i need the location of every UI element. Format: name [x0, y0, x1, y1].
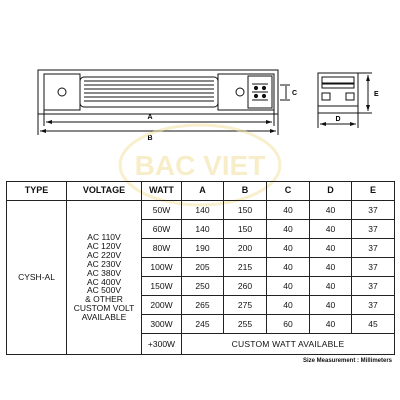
dim-e-cell: 37: [352, 201, 395, 220]
col-header: WATT: [142, 182, 182, 201]
dim-label-b: B: [147, 135, 153, 142]
dim-c-cell: 40: [267, 258, 310, 277]
dim-e-cell: 37: [352, 296, 395, 315]
dim-a-cell: 265: [182, 296, 224, 315]
dim-e-cell: 37: [352, 258, 395, 277]
dim-c-cell: 40: [267, 220, 310, 239]
table-row: [7, 201, 395, 220]
right-mount-hole: [236, 88, 244, 96]
dim-d-cell: 40: [310, 315, 352, 334]
dim-e-cell: 45: [352, 315, 395, 334]
voltage-item: AC 120V: [86, 240, 122, 251]
dim-d-cell: 40: [310, 201, 352, 220]
watt-cell: +300W: [142, 334, 182, 355]
dim-d-cell: 40: [310, 296, 352, 315]
dim-b-cell: 200: [224, 239, 267, 258]
dim-label-e: E: [374, 91, 379, 98]
dim-b-cell: 260: [224, 277, 267, 296]
dim-e-cell: 37: [352, 277, 395, 296]
dim-b-cell: 215: [224, 258, 267, 277]
dim-a-cell: 140: [182, 220, 224, 239]
col-header: A: [182, 182, 224, 201]
dim-label-d: D: [335, 116, 341, 123]
dim-label-a: A: [147, 114, 153, 121]
custom-watt-cell: CUSTOM WATT AVAILABLE: [182, 334, 395, 355]
size-footnote: Size Measurement : Millimeters: [302, 358, 392, 364]
col-header: TYPE: [7, 182, 67, 201]
col-header: B: [224, 182, 267, 201]
col-header: D: [310, 182, 352, 201]
dim-e-cell: 37: [352, 220, 395, 239]
dim-a-cell: 250: [182, 277, 224, 296]
spec-table: [6, 181, 395, 355]
voltage-item: AC 400V: [86, 276, 122, 287]
dim-label-c: C: [292, 90, 298, 97]
dim-b-cell: 255: [224, 315, 267, 334]
voltage-item: CUSTOM VOLT: [73, 303, 135, 314]
dim-c-cell: 40: [267, 201, 310, 220]
col-header: VOLTAGE: [67, 182, 142, 201]
dim-d-cell: 40: [310, 220, 352, 239]
voltage-cell: [67, 201, 142, 355]
voltage-item: AC 500V: [86, 285, 122, 296]
col-header: C: [267, 182, 310, 201]
watt-cell: 150W: [142, 277, 182, 296]
dim-a-cell: 190: [182, 239, 224, 258]
watt-cell: 60W: [142, 220, 182, 239]
dim-d-cell: 40: [310, 239, 352, 258]
type-cell: CYSH-AL: [7, 201, 67, 355]
dim-c-cell: 40: [267, 296, 310, 315]
watt-cell: 100W: [142, 258, 182, 277]
watermark-text: BAC VIET: [134, 150, 266, 181]
dim-a-cell: 245: [182, 315, 224, 334]
dim-b-cell: 275: [224, 296, 267, 315]
watt-cell: 50W: [142, 201, 182, 220]
voltage-item: AC 110V: [87, 231, 121, 242]
voltage-item: AC 220V: [86, 249, 122, 260]
voltage-item: AVAILABLE: [81, 312, 127, 323]
watt-cell: 80W: [142, 239, 182, 258]
watt-cell: 200W: [142, 296, 182, 315]
dim-c-cell: 60: [267, 315, 310, 334]
dim-d-cell: 40: [310, 277, 352, 296]
dim-b-cell: 150: [224, 220, 267, 239]
dim-a-cell: 140: [182, 201, 224, 220]
header-row: [7, 182, 395, 201]
resistor-drawing: [0, 0, 400, 180]
dim-d-cell: 40: [310, 258, 352, 277]
dim-b-cell: 150: [224, 201, 267, 220]
dim-c-cell: 40: [267, 277, 310, 296]
left-flange: [44, 74, 80, 110]
dim-c-cell: 40: [267, 239, 310, 258]
voltage-item: AC 230V: [86, 258, 122, 269]
dim-e-cell: 37: [352, 239, 395, 258]
watt-cell: 300W: [142, 315, 182, 334]
left-mount-hole: [58, 88, 66, 96]
col-header: E: [352, 182, 395, 201]
dim-a-cell: 205: [182, 258, 224, 277]
voltage-item: AC 380V: [86, 267, 122, 278]
voltage-item: & OTHER: [85, 294, 123, 305]
